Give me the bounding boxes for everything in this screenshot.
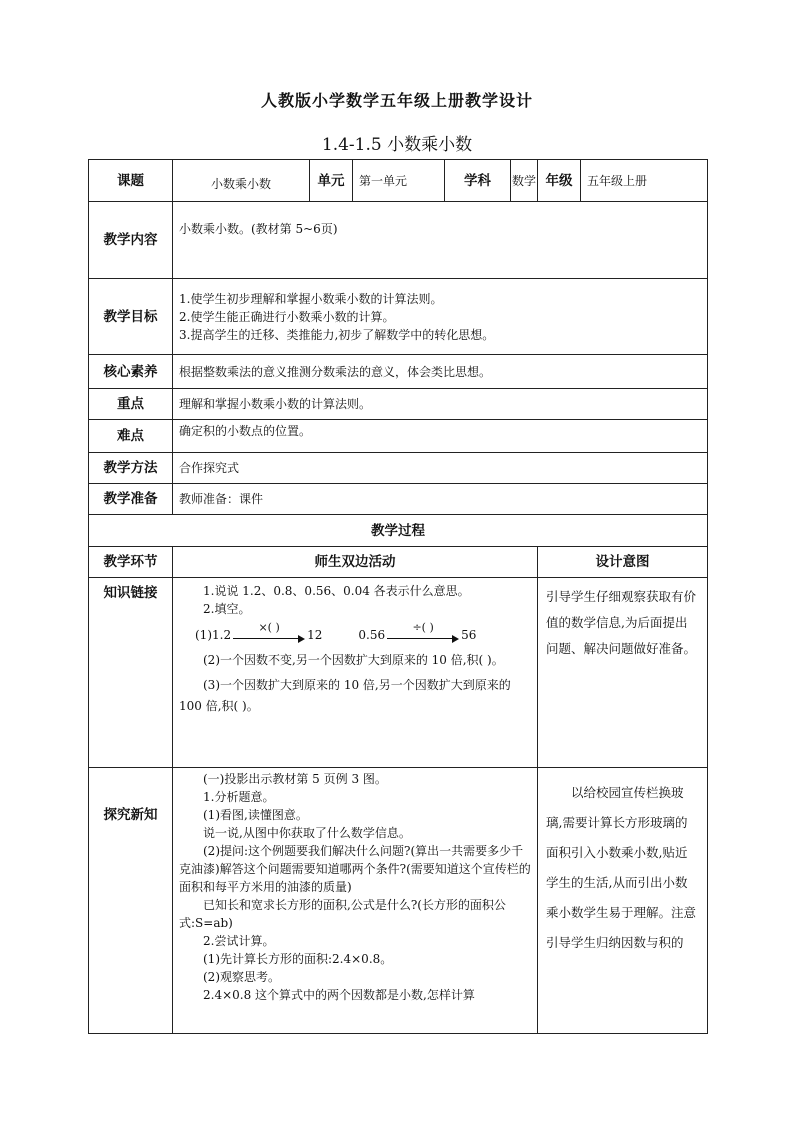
link-intent: 引导学生仔细观察获取有价值的数学信息,为后面提出问题、解决问题做好准备。 (538, 578, 708, 768)
explore-intent: 以给校园宣传栏换玻璃,需要计算长方形玻璃的面积引入小数乘小数,贴近学生的生活,从而引出小数乘小数学生易于理解。注意引导学生归纳因数与积的 (538, 768, 708, 1034)
unit-value: 第一单元 (353, 160, 445, 202)
document-title: 人教版小学数学五年级上册教学设计 (260, 91, 533, 110)
link-stage: 知识链接 (89, 578, 173, 768)
content-label: 教学内容 (89, 202, 173, 279)
key-point-label: 重点 (89, 389, 173, 420)
lesson-title: 1.4-1.5 小数乘小数 (321, 135, 473, 155)
content-text: 小数乘小数。(教材第 5~6页) (173, 202, 708, 279)
explore-line: (2)提问:这个例题要我们解决什么问题?(算出一共需要多少千克油漆)解答这个问题需要知道哪两个条件?(需要知道这个宣传栏的面积和每平方米用的油漆的质量) (179, 844, 531, 894)
goals-label: 教学目标 (89, 279, 173, 355)
process-title: 教学过程 (89, 515, 708, 547)
preparation-text: 教师准备：课件 (173, 484, 708, 515)
link-activity (173, 578, 538, 768)
key-point-text: 理解和掌握小数乘小数的计算法则。 (173, 389, 708, 420)
process-title-row (89, 515, 708, 547)
activity-column-header: 师生双边活动 (173, 547, 538, 578)
explore-line: (1)先计算长方形的面积:2.4×0.8。 (203, 952, 393, 966)
preparation-row (89, 484, 708, 515)
explore-line: (一)投影出示教材第 5 页例 3 图。 (203, 772, 387, 786)
method-text: 合作探究式 (173, 453, 708, 484)
explore-line: 2.尝试计算。 (203, 934, 275, 948)
explore-line: 说一说,从图中你获取了什么数学信息。 (203, 826, 411, 840)
explore-line: (2)观察思考。 (203, 970, 280, 984)
explore-activity (173, 768, 538, 1034)
arrow-icon (387, 622, 459, 644)
method-label: 教学方法 (89, 453, 173, 484)
topic-value: 小数乘小数 (173, 160, 310, 202)
intent-column-header: 设计意图 (538, 547, 708, 578)
formula-1-operator: ×( ) (258, 621, 280, 634)
formula-1-left: (1)1.2 (195, 628, 232, 642)
fill-blank-formulas (195, 622, 531, 644)
link-question-2: 2.填空。 (203, 602, 251, 616)
goal-item: 2.使学生能正确进行小数乘小数的计算。 (179, 309, 395, 324)
content-row (89, 202, 708, 279)
explore-line: 2.4×0.8 这个算式中的两个因数都是小数,怎样计算 (203, 988, 475, 1002)
goals-list (173, 279, 708, 355)
arrow-icon (233, 622, 305, 644)
goal-item: 1.使学生初步理解和掌握小数乘小数的计算法则。 (179, 291, 443, 306)
formula-2-left: 0.56 (358, 628, 386, 642)
difficulty-text: 确定积的小数点的位置。 (173, 420, 708, 453)
goal-item: 3.提高学生的迁移、类推能力,初步了解数学中的转化思想。 (179, 327, 495, 342)
lesson-plan-table (88, 159, 708, 1034)
difficulty-label: 难点 (89, 420, 173, 453)
subject-value: 数学 (511, 160, 538, 202)
literacy-row (89, 355, 708, 389)
explore-row (89, 768, 708, 1034)
topic-label: 课题 (89, 160, 173, 202)
formula-2-operator: ÷( ) (412, 621, 434, 634)
explore-line: 1.分析题意。 (203, 790, 275, 804)
unit-label: 单元 (310, 160, 353, 202)
grade-value: 五年级上册 (581, 160, 708, 202)
subject-label: 学科 (445, 160, 511, 202)
grade-label: 年级 (538, 160, 581, 202)
explore-line: (1)看图,读懂图意。 (203, 808, 308, 822)
difficulty-row (89, 420, 708, 453)
literacy-label: 核心素养 (89, 355, 173, 389)
literacy-text: 根据整数乘法的意义推测分数乘法的意义，体会类比思想。 (173, 355, 708, 389)
link-row (89, 578, 708, 768)
process-header-row (89, 547, 708, 578)
header-row (89, 160, 708, 202)
formula-2-right: 56 (461, 628, 477, 642)
preparation-label: 教学准备 (89, 484, 173, 515)
explore-line: 已知长和宽求长方形的面积,公式是什么?(长方形的面积公式:S=ab) (179, 898, 506, 930)
link-question-4: (3)一个因数扩大到原来的 10 倍,另一个因数扩大到原来的 100 倍,积( )。 (179, 678, 511, 713)
stage-column-header: 教学环节 (89, 547, 173, 578)
link-question-3: (2)一个因数不变,另一个因数扩大到原来的 10 倍,积( )。 (203, 653, 504, 667)
link-question-1: 1.说说 1.2、0.8、0.56、0.04 各表示什么意思。 (203, 584, 470, 598)
explore-stage: 探究新知 (89, 768, 173, 1034)
key-point-row (89, 389, 708, 420)
method-row (89, 453, 708, 484)
formula-1-right: 12 (307, 628, 323, 642)
goals-row (89, 279, 708, 355)
